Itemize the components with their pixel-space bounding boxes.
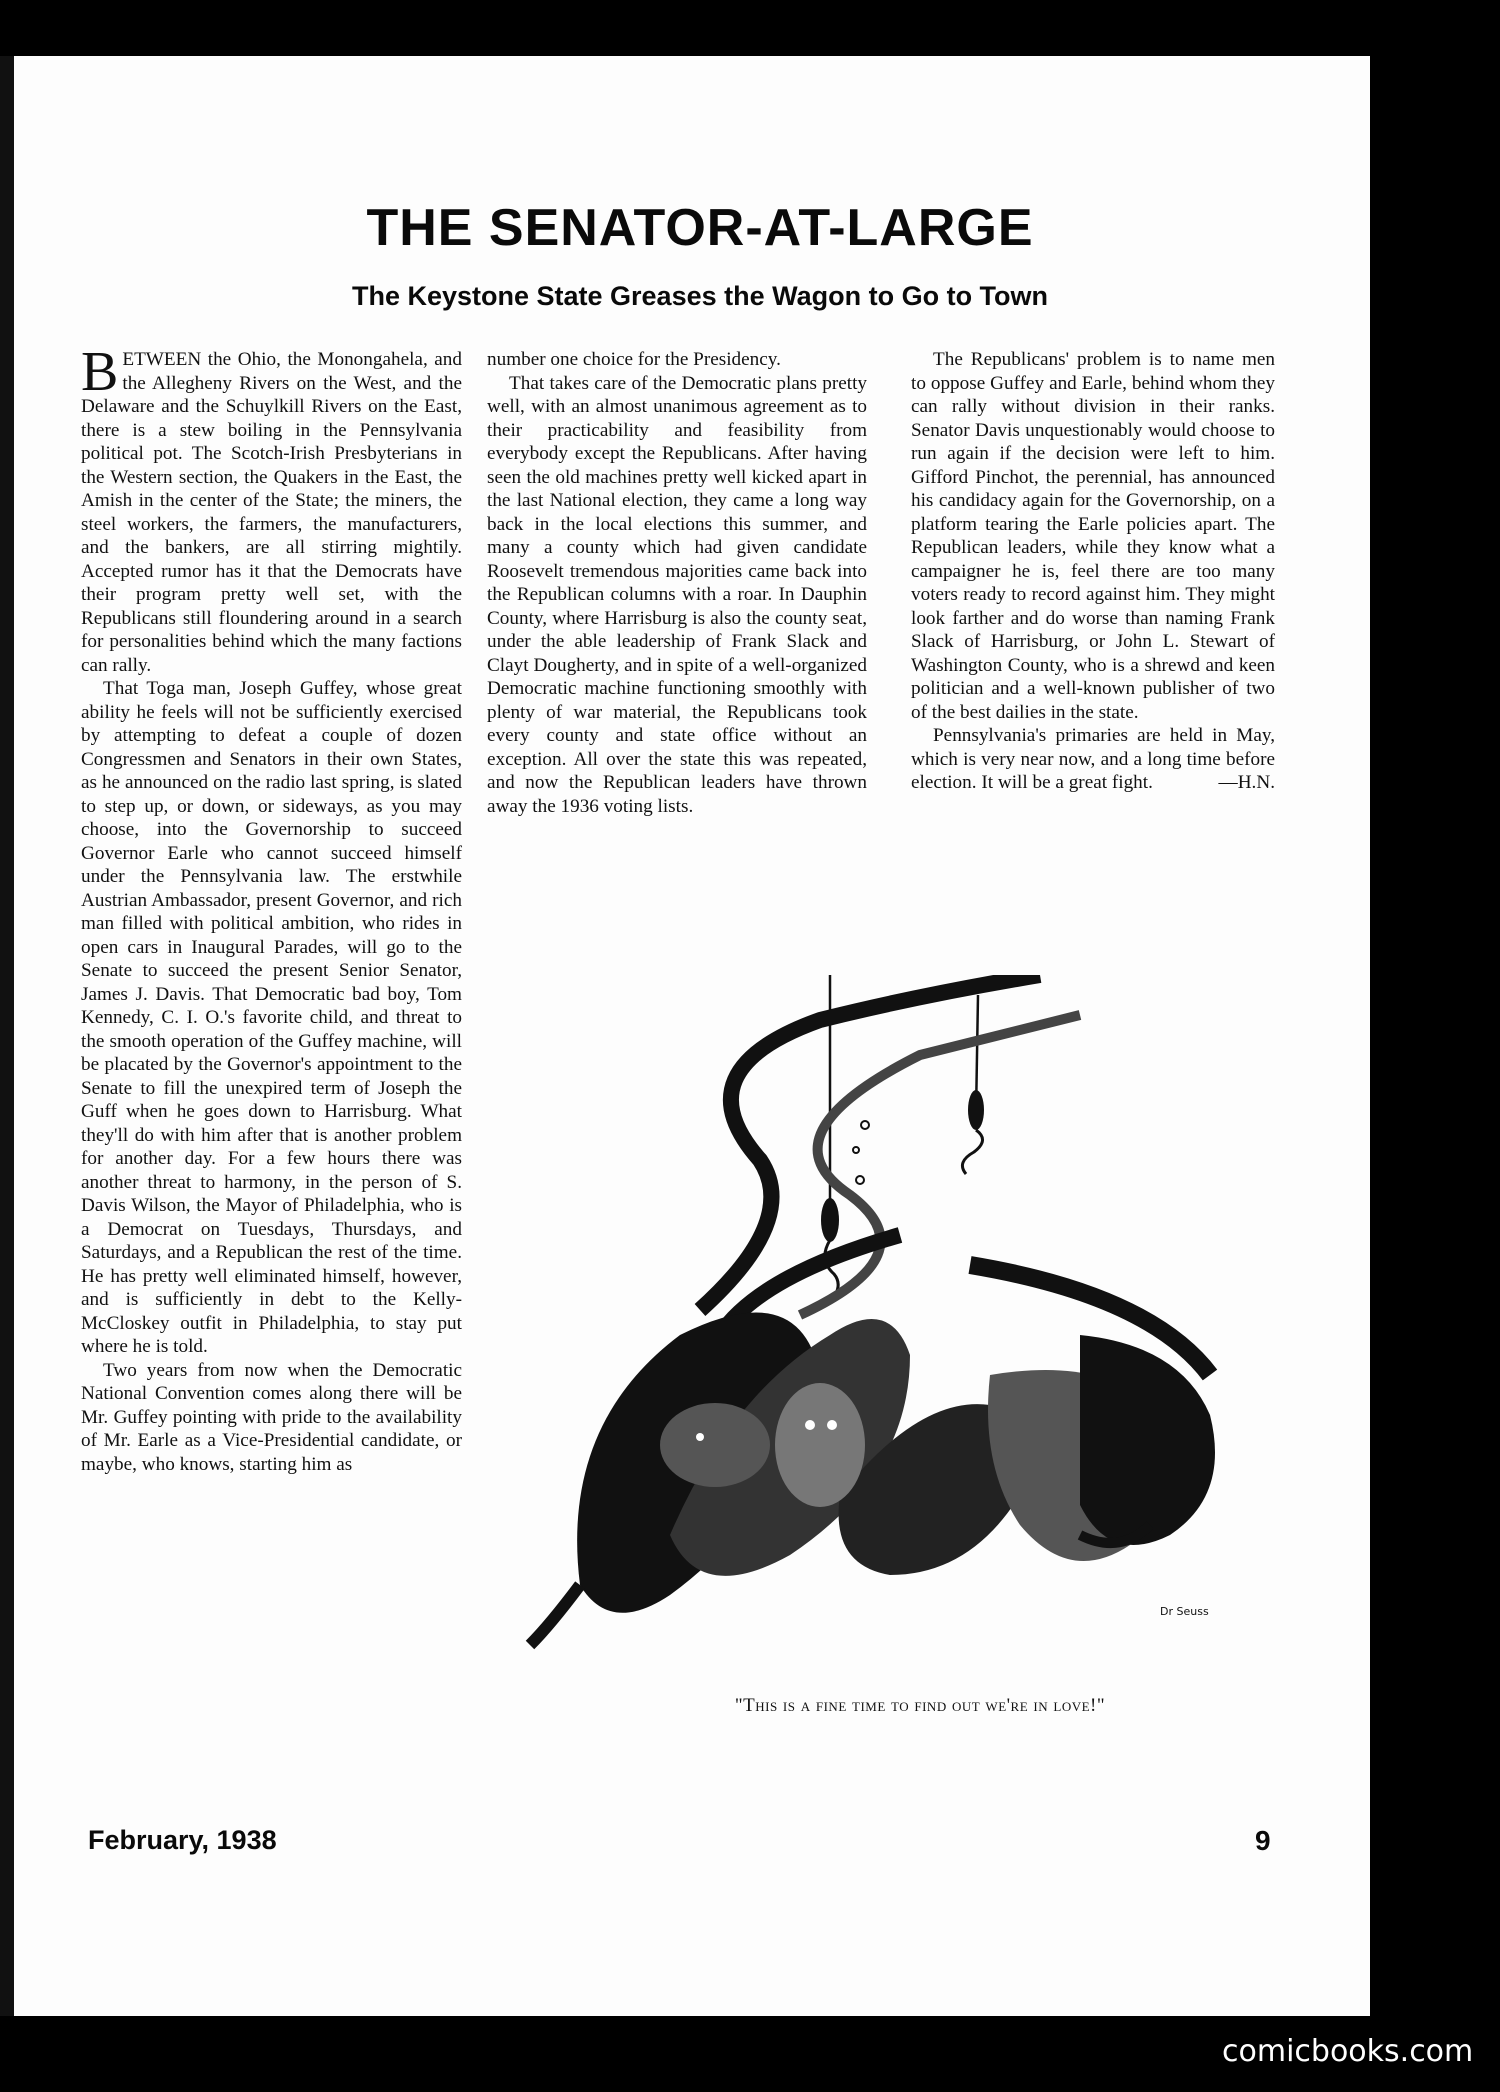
paragraph: number one choice for the Presidency. — [487, 349, 781, 370]
article-column-3 — [911, 348, 1275, 795]
paragraph: That takes care of the Democratic plans pretty well, with an almost unanimous agreement as to their practicability and feasibility from everybody except the Republicans. After having seen the old machines pretty well kicked apart in the last National election, they came a long way back in the local elections this summer, and many a county which had given candidate Roosevelt tremendous majorities came back into the Republican columns with a roar. In Dauphin County, where Harrisburg is also the county seat, under the able leadership of Frank Slack and Clayt Dougherty, and in spite of a well-organized Democratic machine functioning smoothly with plenty of war material, the Republicans took every county and state office without an exception. All over the state this was repeated, and now the Republican leaders have thrown away the 1936 voting lists. — [487, 372, 867, 817]
bubble-icon — [856, 1176, 864, 1184]
article-subtitle: The Keystone State Greases the Wagon to Go to Town — [351, 281, 1049, 311]
cartoon-illustration — [520, 975, 1268, 1693]
bobber-icon — [968, 1090, 984, 1130]
paragraph: Two years from now when the Democratic National Convention comes along there will be Mr. Guffey pointing with pride to the availability of Mr. Earle as a Vice-Presidential candidate, or maybe, who knows, starting him as — [81, 1359, 462, 1475]
drop-cap: B — [81, 341, 119, 403]
fish-eye-icon — [805, 1420, 815, 1430]
author-signature: —H.N. — [1218, 772, 1275, 793]
worm-bait-icon — [962, 1130, 982, 1174]
fish-head — [660, 1403, 770, 1487]
fish-eye-icon — [827, 1420, 837, 1430]
article-column-2 — [487, 348, 867, 818]
fish-tail — [530, 1585, 580, 1645]
article-title: THE SENATOR-AT-LARGE — [366, 199, 1034, 257]
page-number: 9 — [1255, 1825, 1271, 1856]
site-watermark: comicbooks.com — [1222, 2034, 1474, 2069]
paragraph: Pennsylvania's primaries are held in May, which is very near now, and a long time before election. It will be a great fight. —H.N. — [911, 725, 1275, 793]
issue-date: February, 1938 — [88, 1825, 277, 1855]
article-column-1 — [81, 341, 462, 1476]
paragraph: BETWEEN the Ohio, the Monongahela, and the Allegheny Rivers on the West, and the Delaware and the Schuylkill Rivers on the East, there is a stew boiling in the Pennsylvania political pot. The Scotch-Irish Presbyterians in the Western section, the Quakers in the East, the Amish in the center of the State; the miners, the steel workers, the farmers, the manufacturers, and the bankers, are all stirring mightily. Accepted rumor has it that the Democrats have their program pretty well set, with the Republicans still floundering around in a search for personalities behind which the many factions can rally. — [81, 341, 462, 676]
paragraph: That Toga man, Joseph Guffey, whose great ability he feels will not be sufficiently exercised by attempting to defeat a couple of dozen Congressmen and Senators in their own States, as he announced on the radio last spring, is slated to step up, or down, or sideways, as you may choose, into the Governorship to succeed Governor Earle who cannot succeed himself under the Pennsylvania law. The erstwhile Austrian Ambassador, present Governor, and rich man filled with political ambition, who rides in open cars in Inaugural Parades, will go to the Senate to succeed the present Senior Senator, James J. Davis. That Democratic bad boy, Tom Kennedy, C. I. O.'s favorite child, and threat to the smooth operation of the Guffey machine, will be placated by the Governor's appointment to the Senate to fill the unexpired term of Joseph the Guff when he goes down to Harrisburg. What they'll do with him after that is another problem for another day. For a few hours there was another threat to harmony, in the person of S. Davis Wilson, the Mayor of Philadelphia, who is a Democrat on Tuesdays, Thursdays, and Saturdays, and a Republican the rest of the time. He has pretty well eliminated himself, however, and is sufficiently in debt to the Kelly-McCloskey outfit in Philadelphia, to stay put where he is told. — [81, 678, 462, 1357]
artist-signature: Dr Seuss — [1160, 1605, 1209, 1618]
paragraph: The Republicans' problem is to name men to oppose Guffey and Earle, behind whom they can rally without division in their ranks. Senator Davis unquestionably would choose to run again if the decision were left to him. Gifford Pinchot, the perennial, has announced his candidacy again for the Governorship, on a platform tearing the Earle policies apart. The Republican leaders, while they know what a campaigner he is, feel there are too many voters ready to record against him. They might look farther and do worse than naming Frank Slack of Harrisburg, or John L. Stewart of Washington County, who is a shrewd and keen politician and a well-known publisher of two of the best dailies in the state. — [911, 349, 1275, 723]
illustration-caption: "This is a fine time to find out we're in love!" — [734, 1695, 1106, 1716]
bubble-icon — [853, 1147, 859, 1153]
bobber-icon — [821, 1198, 839, 1242]
fish-eye-icon — [696, 1433, 704, 1441]
bubble-icon — [861, 1121, 869, 1129]
fish-head — [775, 1383, 865, 1507]
